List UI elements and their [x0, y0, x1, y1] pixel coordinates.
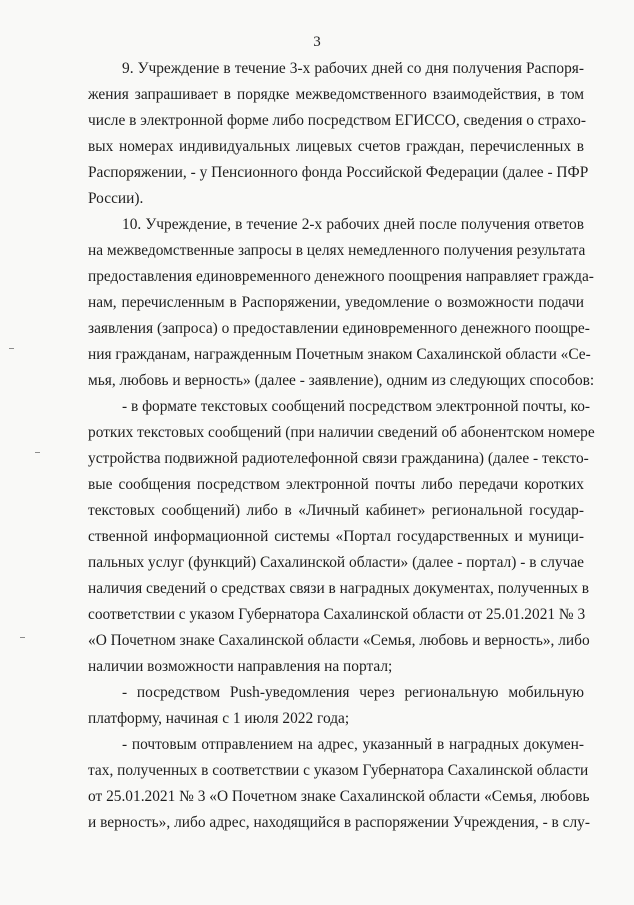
text-line: - в формате текстовых сообщений посредством электронной почты, ко- [122, 398, 591, 415]
text-line: нам, перечисленным в Распоряжении, уведомление о возможности подачи [88, 294, 584, 311]
text-line: жения запрашивает в порядке межведомственного взаимодействия, в том [88, 86, 584, 103]
text-line: ния гражданам, награжденным Почетным знаком Сахалинской области «Се- [88, 346, 591, 363]
text-line: устройства подвижной радиотелефонной связи гражданина) (далее - тексто- [88, 450, 589, 467]
text-line: на межведомственные запросы в целях немедленного получения результата [88, 242, 586, 259]
text-line: «О Почетном знаке Сахалинской области «Семья, любовь и верность», либо [88, 632, 590, 649]
text-line: и верность», либо адрес, находящийся в распоряжении Учреждения, - в слу- [88, 814, 590, 831]
text-line: - почтовым отправлением на адрес, указанный в наградных докумен- [122, 736, 584, 753]
text-line: от 25.01.2021 № 3 «О Почетном знаке Сахалинской области «Семья, любовь [88, 788, 590, 805]
text-line: ственной информационной системы «Портал государственных и муници- [88, 528, 584, 545]
text-line: текстовых сообщений) либо в «Личный кабинет» региональной государ- [88, 502, 584, 519]
text-line: 10. Учреждение, в течение 2-х рабочих дней после получения ответов [122, 216, 584, 233]
text-line: наличия сведений о средствах связи в наградных документах, полученных в [88, 580, 590, 597]
text-line: наличии возможности направления на портал; [88, 658, 393, 675]
text-line: России). [88, 190, 144, 207]
page-number: 3 [313, 34, 321, 50]
scan-mark [35, 452, 40, 453]
text-line: мья, любовь и верность» (далее - заявление), одним из следующих способов: [88, 372, 595, 389]
text-line: вые сообщения посредством электронной почты либо передачи коротких [88, 476, 584, 493]
text-line: заявления (запроса) о предоставлении единовременного денежного поощре- [88, 320, 590, 337]
text-line: предоставления единовременного денежного поощрения направляет гражда- [88, 268, 594, 285]
text-line: Распоряжении, - у Пенсионного фонда Российской Федерации (далее - ПФР [88, 164, 589, 181]
text-line: 9. Учреждение в течение 3-х рабочих дней со дня получения Распоря- [122, 60, 584, 77]
text-line: платформу, начиная с 1 июля 2022 года; [88, 710, 350, 727]
text-line: соответствии с указом Губернатора Сахалинской области от 25.01.2021 № 3 [88, 606, 586, 623]
text-line: ротких текстовых сообщений (при наличии сведений об абонентском номере [88, 424, 595, 441]
scan-mark [20, 637, 25, 638]
text-line: числе в электронной форме либо посредством ЕГИССО, сведения о страхо- [88, 112, 586, 129]
text-line: вых номерах индивидуальных лицевых счетов граждан, перечисленных в [88, 138, 584, 155]
text-line: тах, полученных в соответствии с указом Губернатора Сахалинской области [88, 762, 589, 779]
text-line: - посредством Push-уведомления через региональную мобильную [122, 684, 584, 701]
scan-mark [9, 348, 14, 349]
text-line: пальных услуг (функций) Сахалинской области» (далее - портал) - в случае [88, 554, 584, 571]
